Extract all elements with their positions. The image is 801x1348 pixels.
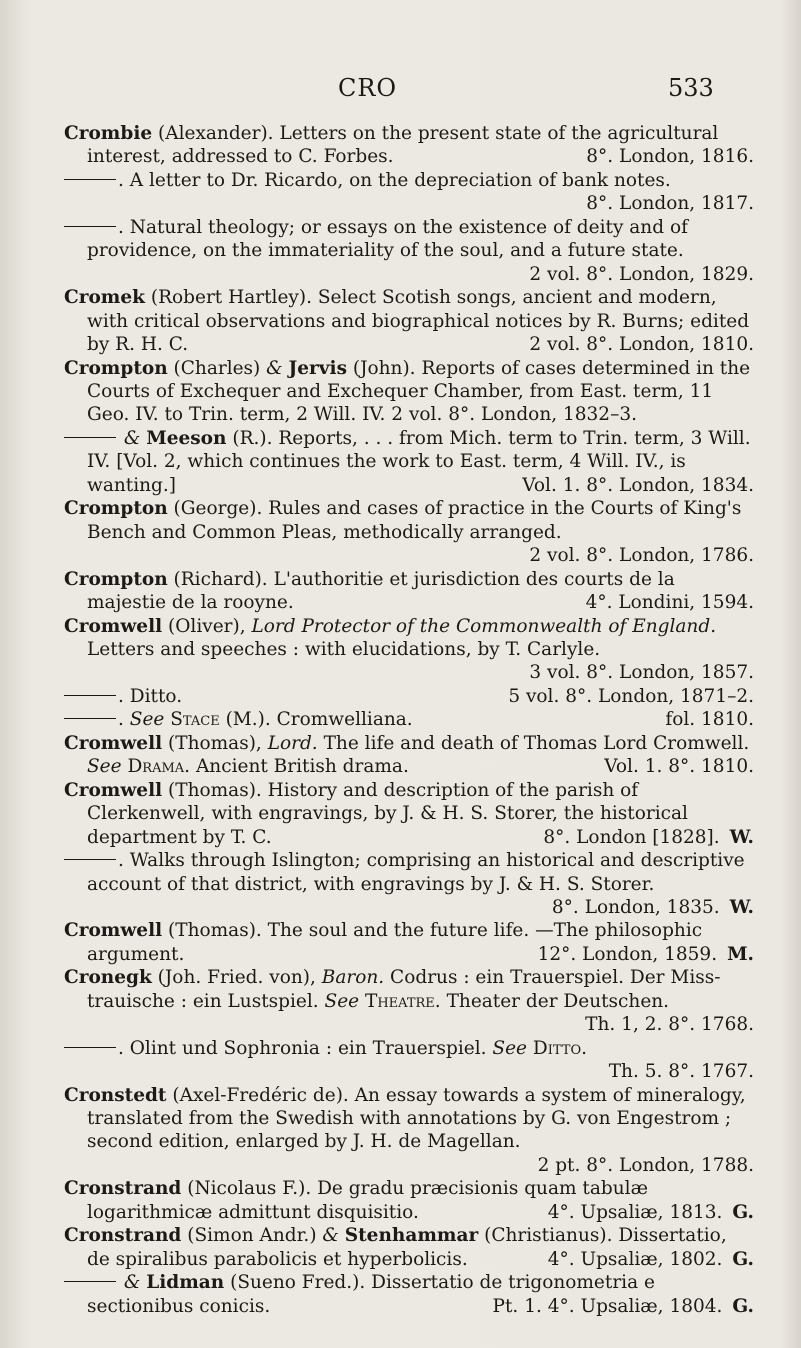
entry-text: (Nicolaus F.). De gradu præcisionis quam tabulæ logarithmicæ admittunt disquisitio.: [87, 1178, 648, 1223]
ditto-dash: [64, 1281, 116, 1282]
catalogue-entry: [64, 169, 754, 216]
entry-text: (R.). Reports, . . . from Mich. term to Trin. term, 3 Will. IV. [Vol. 2, which continues the work to East. term, 4 Will. IV., is wanting.]: [87, 427, 751, 496]
entry-heading: Crompton: [64, 568, 168, 590]
entry-heading: Cromwell: [64, 920, 163, 942]
imprint-line: [87, 192, 754, 215]
imprint-line: [87, 661, 754, 684]
entry-italic-text: Baron.: [321, 967, 385, 989]
entry-heading: Cronegk: [64, 967, 152, 989]
entry-text: (Christianus). Dissertatio, de spiralibus parabolicis et hyperbolicis.: [87, 1225, 727, 1270]
catalogue-entry: [64, 427, 754, 497]
entry-imprint: 12°. London, 1859. M.: [537, 943, 754, 965]
entry-text: (Axel-Fredéric de). An essay towards a system of mineralogy, translated from the Swedish with annotations by G. von Engestrom ; second edition, enlarged by J. H. de Magellan.: [87, 1084, 746, 1153]
cross-reference: Ditto.: [532, 1037, 587, 1059]
entry-text: (M.). Cromwelliana.: [219, 709, 413, 731]
imprint-line: [87, 1013, 754, 1036]
entry-imprint: 8°. London, 1816.: [586, 146, 754, 168]
catalogue-entry: [64, 732, 754, 779]
entry-text: . Walks through Islington; comprising an historical and descriptive account of that district, with engravings by J. & H. S. Storer.: [87, 850, 745, 895]
cross-reference: Drama.: [127, 756, 191, 778]
catalogue-entry: [64, 216, 754, 286]
catalogue-entry: [64, 122, 754, 169]
entry-italic-text: &: [123, 427, 141, 449]
ditto-dash: [64, 179, 116, 180]
entry-imprint: 5 vol. 8°. London, 1871–2.: [508, 685, 754, 707]
entry-imprint: 8°. London [1828]. W.: [543, 826, 754, 848]
location-mark: G.: [732, 1248, 754, 1270]
catalogue-entry: [64, 568, 754, 615]
entry-italic-text: &: [322, 1225, 339, 1247]
entry-imprint: 8°. London, 1835.: [551, 896, 720, 918]
catalogue-entry: [64, 357, 754, 427]
entry-text: (Simon Andr.): [181, 1225, 323, 1247]
entry-imprint: 8°. London, 1817.: [586, 193, 754, 215]
header-title: CRO: [338, 74, 398, 102]
entry-italic-text: See: [87, 756, 122, 778]
running-header: [0, 74, 801, 104]
entry-text: (Charles): [167, 357, 267, 379]
catalogue-entry: [64, 708, 754, 731]
entry-imprint: 2 pt. 8°. London, 1788.: [537, 1154, 754, 1176]
imprint-line: [87, 1060, 754, 1083]
entry-imprint: Th. 5. 8°. 1767.: [608, 1061, 754, 1083]
entry-heading: Crompton: [64, 357, 168, 379]
cross-reference: Stace: [170, 709, 220, 731]
ditto-dash: [64, 695, 116, 696]
catalogue-entries: [64, 122, 754, 1318]
ditto-dash: [64, 1047, 116, 1048]
ditto-dash: [64, 859, 116, 860]
entry-imprint: 3 vol. 8°. London, 1857.: [529, 662, 754, 684]
catalogue-entry: [64, 1084, 754, 1178]
entry-text: (Alexander). Letters on the present state of the agricultural interest, addressed to C. Forbes.: [87, 123, 719, 168]
entry-italic-text: Lord.: [267, 732, 318, 754]
entry-text: (George). Rules and cases of practice in the Courts of King's Bench and Common Pleas, methodically arranged.: [87, 498, 742, 543]
catalogue-entry: [64, 1271, 754, 1318]
entry-heading: Cronstedt: [64, 1084, 167, 1106]
catalogue-entry: [64, 497, 754, 567]
entry-text: (Joh. Fried. von),: [151, 967, 322, 989]
location-mark: G.: [732, 1201, 754, 1223]
location-mark: M.: [727, 943, 754, 965]
location-mark: W.: [729, 826, 754, 848]
catalogue-entry: [64, 286, 754, 356]
entry-text: (Oliver),: [162, 615, 252, 637]
entry-text: (Thomas). History and description of the parish of Clerkenwell, with engravings, by J. & H. S. Storer, the historical department by T. C.: [87, 779, 688, 848]
catalogue-entry: [64, 919, 754, 966]
catalogue-entry: [64, 1037, 754, 1084]
entry-heading: Cromwell: [64, 615, 163, 637]
entry-imprint: Vol. 1. 8°. 1810.: [604, 756, 754, 778]
imprint-line: [87, 263, 754, 286]
catalogue-entry: [64, 779, 754, 849]
entry-text: (Richard). L'authoritie et jurisdiction des courts de la majestie de la rooyne.: [87, 568, 675, 614]
entry-text: (Thomas). The soul and the future life. —The philosophic argument.: [87, 920, 703, 965]
entry-text: Theater der Deutschen.: [440, 990, 670, 1012]
entry-italic-text: &: [266, 357, 283, 379]
entry-italic-text: See: [324, 990, 360, 1012]
imprint-line: [87, 896, 754, 919]
entry-heading: Cromwell: [64, 732, 163, 754]
entry-heading: Stenhammar: [344, 1225, 479, 1247]
entry-imprint: 2 vol. 8°. London, 1786.: [529, 545, 754, 567]
entry-heading: Meeson: [146, 427, 227, 449]
entry-imprint: Th. 1, 2. 8°. 1768.: [585, 1014, 754, 1036]
catalogue-entry: [64, 849, 754, 919]
entry-imprint: 2 vol. 8°. London, 1810.: [529, 334, 754, 356]
catalogue-entry: [64, 685, 754, 708]
entry-heading: Cromwell: [64, 779, 163, 801]
entry-text: . Natural theology; or essays on the existence of deity and of providence, on the immateriality of the soul, and a future state.: [87, 216, 688, 262]
entry-text: Letters and speeches : with elucidations, by T. Carlyle.: [87, 638, 601, 660]
imprint-line: [87, 1154, 754, 1177]
entry-text: Codrus : ein Trauerspiel. Der Miss-trauische : ein Lustspiel.: [87, 967, 721, 1012]
entry-text: . Olint und Sophronia : ein Trauerspiel.: [118, 1037, 493, 1059]
entry-heading: Crombie: [64, 123, 153, 144]
entry-heading: Jervis: [288, 357, 347, 379]
page-number: 533: [668, 74, 714, 102]
entry-italic-text: See: [492, 1037, 527, 1059]
imprint-line: [87, 544, 754, 567]
location-mark: W.: [729, 896, 754, 918]
entry-heading: Cromek: [64, 287, 145, 309]
entry-heading: Lidman: [146, 1272, 225, 1294]
entry-text: . Ditto.: [118, 685, 183, 707]
entry-heading: Cronstrand: [64, 1225, 182, 1247]
entry-text: . A letter to Dr. Ricardo, on the depreciation of bank notes.: [118, 169, 671, 191]
entry-imprint: Vol. 1. 8°. London, 1834.: [522, 474, 754, 496]
entry-text: (Thomas),: [162, 732, 268, 754]
entry-italic-text: Lord Protector of the Commonwealth of England.: [251, 615, 717, 637]
ditto-dash: [64, 226, 116, 227]
entry-text: Ancient British drama.: [190, 756, 409, 778]
entry-imprint: 2 vol. 8°. London, 1829.: [529, 263, 754, 285]
entry-italic-text: See: [129, 709, 165, 731]
entry-text: The life and death of Thomas Lord Cromwell.: [317, 732, 750, 754]
ditto-dash: [64, 437, 116, 438]
location-mark: G.: [732, 1295, 754, 1317]
entry-text: (Sueno Fred.). Dissertatio de trigonometria e sectionibus conicis.: [87, 1272, 655, 1317]
entry-imprint: Pt. 1. 4°. Upsaliæ, 1804. G.: [492, 1295, 754, 1317]
catalogue-entry: [64, 1177, 754, 1224]
entry-text: .: [118, 709, 130, 731]
entry-imprint: 4°. Londini, 1594.: [585, 592, 754, 614]
entry-heading: Crompton: [64, 498, 168, 520]
entry-italic-text: &: [123, 1272, 141, 1294]
entry-text: (John). Reports of cases determined in the Courts of Exchequer and Exchequer Chamber, from East. term, 11 Geo. IV. to Trin. term, 2 Will. IV. 2 vol. 8°. London, 1832–3.: [87, 357, 751, 426]
catalogue-entry: [64, 966, 754, 1036]
entry-text: (Robert Hartley). Select Scotish songs, ancient and modern, with critical observations and biographical notices by R. Burns; edited by R. H. C.: [87, 287, 750, 356]
entry-imprint: fol. 1810.: [665, 709, 754, 731]
cross-reference: Theatre.: [365, 990, 441, 1012]
entry-imprint: 4°. Upsaliæ, 1802. G.: [547, 1248, 754, 1270]
entry-imprint: 4°. Upsaliæ, 1813. G.: [547, 1201, 754, 1223]
catalogue-entry: [64, 615, 754, 685]
catalogue-entry: [64, 1224, 754, 1271]
ditto-dash: [64, 718, 116, 719]
entry-heading: Cronstrand: [64, 1178, 182, 1200]
